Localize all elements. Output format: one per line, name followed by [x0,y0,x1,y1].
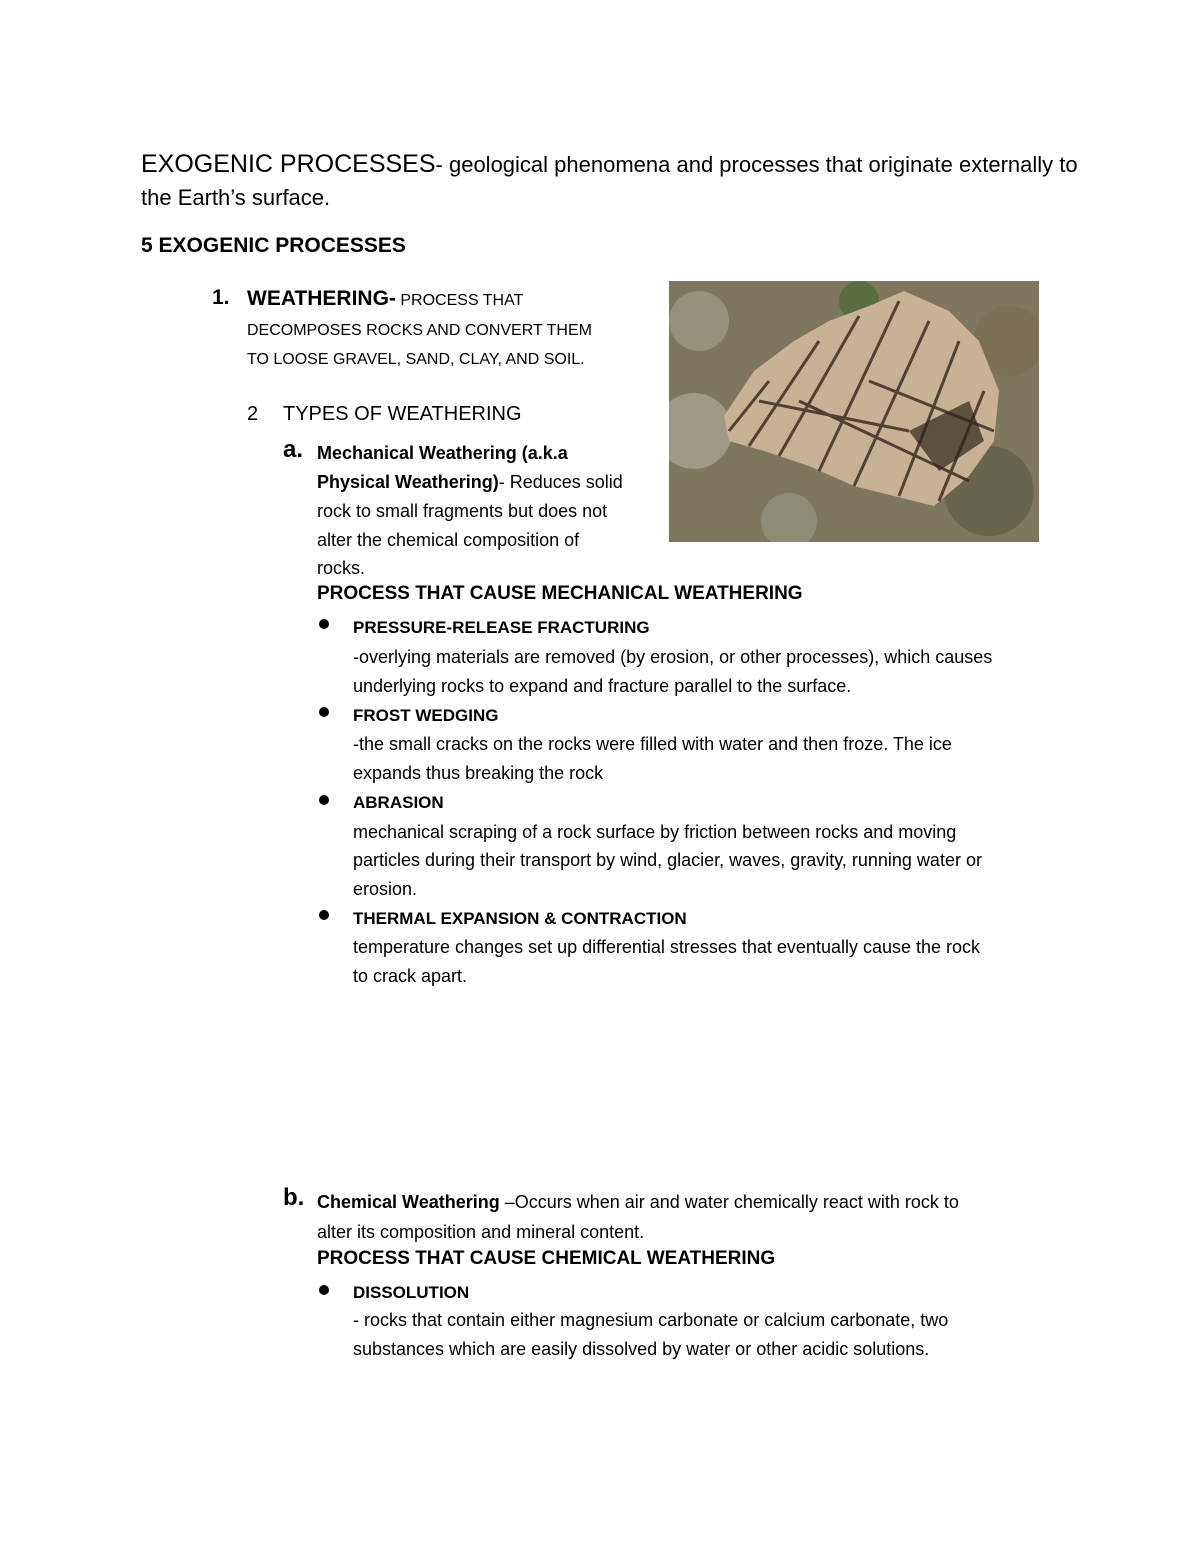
mechanical-item-line: to crack apart. [353,966,468,986]
mechanical-item-line: expands thus breaking the rock [353,763,604,783]
chemical-desc-1: –Occurs when air and water chemically react with rock to [499,1192,959,1212]
mechanical-item-line: -the small cracks on the rocks were filled with water and then froze. The ice [353,734,952,754]
cracked-rock-photo [669,281,1039,542]
chemical-name: Chemical Weathering [317,1192,500,1212]
mechanical-desc-4: alter the chemical composition of [317,530,580,550]
chemical-desc-2: alter its composition and mineral content. [317,1222,645,1242]
bullet-icon [319,910,329,920]
bullet-icon [319,795,329,805]
mechanical-line-2 [317,468,623,497]
mechanical-item-line: underlying rocks to expand and fracture parallel to the surface. [353,676,852,696]
mechanical-item-title: FROST WEDGING [353,706,499,725]
types-title: TYPES OF WEATHERING [283,403,522,425]
mechanical-item-title: ABRASION [353,793,444,812]
intro-definition-cont: the Earth’s surface. [141,185,331,210]
mechanical-desc-3: rock to small fragments but does not [317,501,608,521]
mechanical-item-line: temperature changes set up differential stresses that eventually cause the rock [353,937,981,957]
mechanical-item-line: particles during their transport by wind, glacier, waves, gravity, running water or [353,850,982,870]
weathering-line-1 [247,286,523,315]
bullet-icon [319,1285,329,1295]
chemical-item-line: substances which are easily dissolved by water or other acidic solutions. [353,1339,930,1359]
mechanical-item-line: -overlying materials are removed (by erosion, or other processes), which causes [353,647,993,667]
mechanical-item-line: mechanical scraping of a rock surface by friction between rocks and moving [353,822,957,842]
weathering-label: WEATHERING- [247,287,396,310]
intro-definition: - geological phenomena and processes that originate externally to [435,152,1078,177]
chemical-letter: b. [283,1184,305,1211]
chemical-line-1 [317,1188,959,1217]
weathering-desc-3: TO LOOSE GRAVEL, SAND, CLAY, AND SOIL. [247,351,585,368]
weathering-number: 1. [212,286,230,309]
mechanical-item-line: erosion. [353,879,418,899]
intro-line-1 [141,147,1078,182]
weathering-desc-2: DECOMPOSES ROCKS AND CONVERT THEM [247,322,592,339]
intro-heading: EXOGENIC PROCESSES [141,150,436,178]
mechanical-item-title: PRESSURE-RELEASE FRACTURING [353,618,650,637]
types-number: 2 [247,403,259,425]
bullet-icon [319,619,329,629]
mechanical-name-2: Physical Weathering) [317,472,499,492]
mechanical-name-1: Mechanical Weathering (a.k.a [317,443,568,463]
mechanical-process-heading: PROCESS THAT CAUSE MECHANICAL WEATHERING [317,583,803,604]
chemical-process-heading: PROCESS THAT CAUSE CHEMICAL WEATHERING [317,1248,776,1269]
weathering-desc-1: PROCESS THAT [395,292,524,309]
chemical-item-title: DISSOLUTION [353,1283,470,1302]
bullet-icon [319,707,329,717]
chemical-item-line: - rocks that contain either magnesium carbonate or calcium carbonate, two [353,1310,949,1330]
section-title: 5 EXOGENIC PROCESSES [141,234,406,257]
mechanical-desc-5: rocks. [317,558,366,578]
mechanical-item-title: THERMAL EXPANSION & CONTRACTION [353,909,687,928]
mechanical-desc-2: - Reduces solid [498,472,623,492]
mechanical-letter: a. [283,436,304,463]
